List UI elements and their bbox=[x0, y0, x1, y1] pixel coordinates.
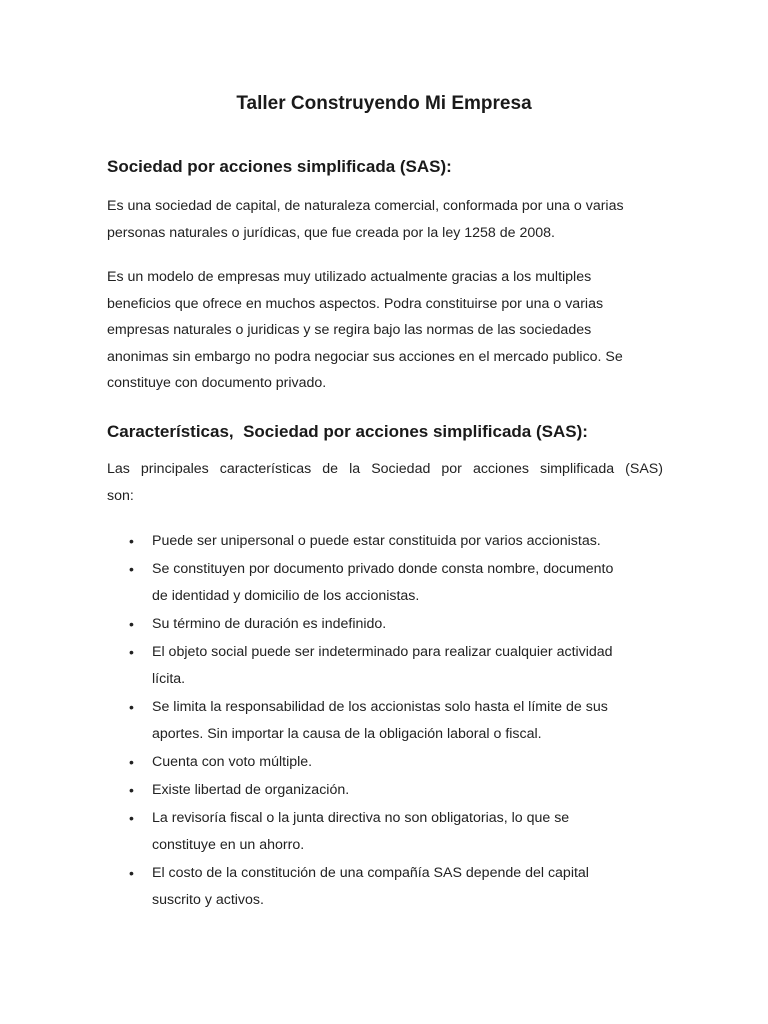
list-item-line: Puede ser unipersonal o puede estar constituida por varios accionistas. bbox=[152, 533, 601, 549]
list-item-line: La revisoría fiscal o la junta directiva no son obligatorias, lo que se bbox=[152, 810, 570, 826]
bullet-icon: • bbox=[129, 533, 134, 549]
list-item-line: El objeto social puede ser indeterminado para realizar cualquier actividad bbox=[152, 644, 613, 660]
paragraph-line: Es un modelo de empresas muy utilizado actualmente gracias a los multiples bbox=[107, 269, 592, 285]
paragraph-line: Es una sociedad de capital, de naturaleza comercial, conformada por una o varias bbox=[107, 198, 624, 214]
bullet-icon: • bbox=[129, 865, 134, 881]
bullet-icon: • bbox=[129, 782, 134, 798]
list-item-line: Cuenta con voto múltiple. bbox=[152, 754, 313, 770]
paragraph-intro bbox=[107, 456, 663, 509]
list-item-line: Se limita la responsabilidad de los accionistas solo hasta el límite de sus bbox=[152, 699, 608, 715]
list-item-line: constituye en un ahorro. bbox=[152, 837, 305, 853]
bullet-icon: • bbox=[129, 810, 134, 826]
paragraph-line: anonimas sin embargo no podra negociar sus acciones en el mercado publico. Se bbox=[107, 348, 623, 365]
list-item bbox=[107, 777, 663, 804]
list-item bbox=[107, 639, 663, 693]
list-item bbox=[107, 694, 663, 748]
bullet-icon: • bbox=[129, 754, 134, 770]
section-heading-characteristics: Características, Sociedad por acciones simplificada (SAS): bbox=[107, 422, 588, 441]
paragraph-line: personas naturales o jurídicas, que fue creada por la ley 1258 de 2008. bbox=[107, 224, 555, 241]
list-item bbox=[107, 611, 663, 638]
list-item-line: Su término de duración es indefinido. bbox=[152, 616, 387, 632]
list-item-line: El costo de la constitución de una compañía SAS depende del capital bbox=[152, 865, 589, 881]
list-item bbox=[107, 749, 663, 776]
list-item-line: Existe libertad de organización. bbox=[152, 782, 350, 798]
paragraph-line: Las principales características de la Sociedad por acciones simplificada (SAS) bbox=[107, 461, 663, 477]
paragraph-model bbox=[107, 264, 663, 397]
bullet-icon: • bbox=[129, 561, 134, 577]
list-item-line: suscrito y activos. bbox=[152, 892, 264, 908]
list-item bbox=[107, 528, 663, 555]
bullet-icon: • bbox=[129, 699, 134, 715]
list-item-line: lícita. bbox=[152, 671, 186, 687]
paragraph-line: constituye con documento privado. bbox=[107, 375, 327, 391]
paragraph-line: beneficios que ofrece en muchos aspectos. Podra constituirse por una o varias bbox=[107, 295, 604, 312]
list-item bbox=[107, 556, 663, 610]
list-item bbox=[107, 805, 663, 859]
bullet-icon: • bbox=[129, 616, 134, 632]
list-item-line: aportes. Sin importar la causa de la obligación laboral o fiscal. bbox=[152, 726, 542, 742]
paragraph-line: empresas naturales o juridicas y se regira bajo las normas de las sociedades bbox=[107, 322, 592, 338]
document-title: Taller Construyendo Mi Empresa bbox=[236, 93, 532, 114]
section-heading-sas: Sociedad por acciones simplificada (SAS): bbox=[107, 157, 452, 176]
list-item bbox=[107, 860, 663, 914]
bullet-icon: • bbox=[129, 644, 134, 660]
paragraph-line: son: bbox=[107, 487, 134, 504]
list-item-line: de identidad y domicilio de los accionistas. bbox=[152, 588, 420, 604]
list-item-line: Se constituyen por documento privado donde consta nombre, documento bbox=[152, 561, 614, 577]
paragraph-definition bbox=[107, 193, 663, 246]
characteristics-list bbox=[107, 528, 663, 915]
